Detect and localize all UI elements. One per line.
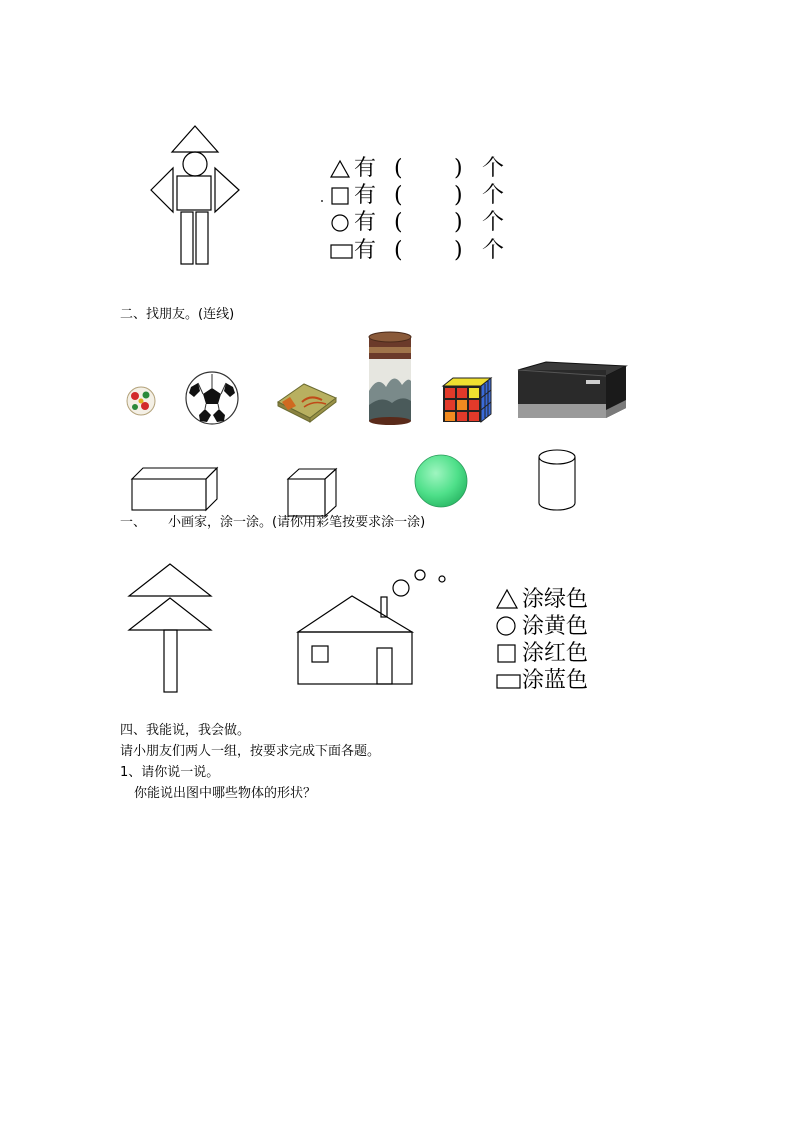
door-rectangle	[377, 648, 392, 684]
count-row-circle	[330, 210, 520, 236]
robot-right-arm-triangle	[215, 168, 239, 212]
count-word: 有	[354, 156, 377, 181]
circle-icon	[496, 616, 518, 638]
section-4-item-1: 1、请你说一说。	[120, 765, 220, 780]
section-4-question: 你能说出图中哪些物体的形状？	[134, 786, 317, 801]
square-icon	[331, 187, 351, 205]
open-paren: (	[394, 238, 403, 263]
legend-row-rectangle	[496, 667, 616, 694]
count-word: 有	[354, 210, 377, 235]
open-paren: (	[394, 183, 403, 208]
close-paren: )	[454, 210, 463, 235]
section-3-number: 一、	[120, 515, 147, 530]
count-row-triangle	[330, 156, 520, 182]
robot-head-circle	[183, 152, 207, 176]
smoke-circle-small	[439, 576, 445, 582]
robot-body-square	[177, 176, 211, 210]
robot-right-leg-rectangle	[196, 212, 208, 264]
section-4-instruction: 请小朋友们两人一组，按要求完成下面各题。	[120, 744, 381, 759]
open-paren: (	[394, 210, 403, 235]
smoke-circle-large	[393, 580, 409, 596]
robot-left-leg-rectangle	[181, 212, 193, 264]
shoebox-photo	[516, 360, 628, 424]
count-unit: 个	[482, 238, 505, 263]
window-square	[312, 646, 328, 662]
tree-drawing	[127, 562, 217, 694]
cylinder-tin-photo	[366, 331, 414, 427]
triangle-icon	[496, 589, 518, 609]
cylinder-drawing	[537, 448, 579, 514]
smoke-circle-medium	[415, 570, 425, 580]
close-paren: )	[454, 238, 463, 263]
stray-dot	[321, 200, 323, 202]
close-paren: )	[454, 156, 463, 181]
robot-left-arm-triangle	[151, 168, 173, 212]
legend-row-square	[496, 640, 616, 667]
rectangle-icon	[496, 674, 522, 692]
tree-top-triangle	[129, 564, 211, 596]
rubiks-cube-photo	[441, 376, 493, 424]
count-unit: 个	[482, 156, 505, 181]
count-word: 有	[354, 183, 377, 208]
legend-row-triangle	[496, 586, 616, 613]
house-body-rectangle	[298, 632, 412, 684]
circle-icon	[331, 213, 351, 233]
legend-text: 涂红色	[522, 641, 589, 666]
close-paren: )	[454, 183, 463, 208]
legend-text: 涂蓝色	[522, 668, 589, 693]
count-row-rectangle	[330, 238, 520, 264]
matchbox-photo	[274, 380, 340, 424]
rectangle-icon	[330, 244, 354, 262]
roof-triangle	[298, 596, 412, 632]
section-2-title: 二、找朋友。(连线)	[120, 307, 235, 322]
count-word: 有	[354, 238, 377, 263]
sphere-drawing	[414, 454, 470, 510]
cube-drawing	[287, 468, 339, 518]
count-unit: 个	[482, 210, 505, 235]
small-ball-photo	[126, 386, 158, 418]
section-4-title: 四、我能说，我会做。	[120, 723, 251, 738]
tree-lower-triangle	[129, 598, 211, 630]
count-row-square	[330, 183, 520, 209]
legend-text: 涂绿色	[522, 587, 589, 612]
robot-hat-triangle	[172, 126, 218, 152]
open-paren: (	[394, 156, 403, 181]
legend-text: 涂黄色	[522, 614, 589, 639]
shape-robot-figure	[148, 126, 248, 266]
square-icon	[497, 644, 519, 664]
triangle-icon	[330, 160, 350, 178]
count-unit: 个	[482, 183, 505, 208]
section-3-title: 小画家，涂一涂。(请你用彩笔按要求涂一涂)	[168, 515, 426, 530]
house-drawing	[296, 564, 456, 688]
cuboid-drawing	[131, 466, 221, 512]
legend-row-circle	[496, 613, 616, 640]
soccer-ball-photo	[185, 371, 241, 427]
tree-trunk-rectangle	[164, 630, 177, 692]
